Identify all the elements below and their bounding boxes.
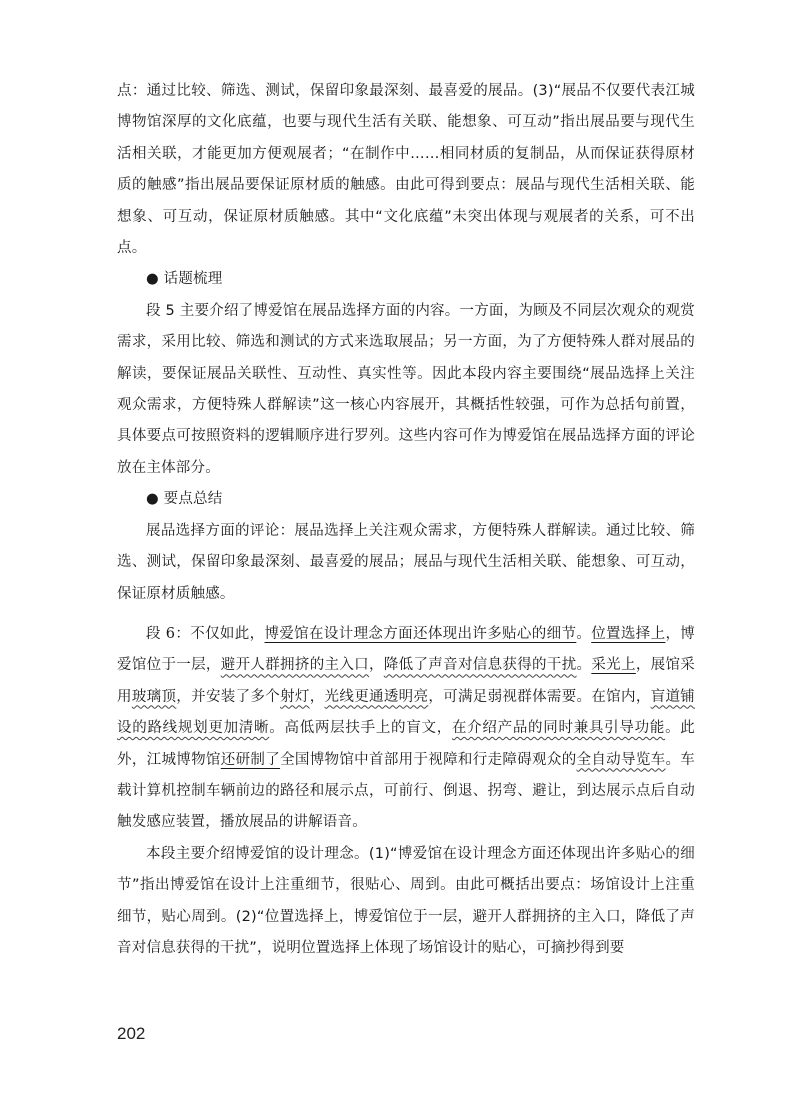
paragraph-topic-sorting: 段 5 主要介绍了博爱馆在展品选择方面的内容。一方面，为顾及不同层次观众的观赏需求，采用比较、筛选和测试的方式来选取展品；另一方面，为了方便特殊人群对展品的解读，要保证展品关联性、互动性、真实性等。因此本段内容主要围绕“展品选择上关注观众需求，方便特殊人群解读”这一核心内容展开，其概括性较强，可作为总括句前置，具体要点可按照资料的逻辑顺序进行罗列。这些内容可作为博爱馆在展品选择方面的评论放在主体部分。 bbox=[117, 302, 695, 476]
paragraph-design-analysis: 本段主要介绍博爱馆的设计理念。(1)“博爱馆在设计理念方面还体现出许多贴心的细节”指出博爱馆在设计上注重细节，很贴心、周到。由此可概括出要点：场馆设计上注重细节，贴心周到。(2)“位置选择上，博爱馆位于一层，避开人群拥挤的主入口，降低了声音对信息获得的干扰”，说明位置选择上体现了场馆设计的贴心，可摘抄得到要 bbox=[117, 845, 695, 956]
wavy-underlined-phrase: 玻璃顶 bbox=[131, 688, 177, 705]
underlined-phrase: 还研制了 bbox=[220, 751, 281, 768]
paragraph-source-excerpt bbox=[117, 619, 695, 839]
underlined-phrase: 博爱馆在设计理念方面还体现出许多贴心的细节 bbox=[264, 625, 577, 642]
excerpt-text: 全国博物馆中首部用于视障和行走障碍观众的 bbox=[280, 751, 577, 768]
wavy-underlined-phrase: 射灯 bbox=[280, 688, 310, 705]
wavy-underlined-phrase: 盲道铺设的路线规划更加清晰 bbox=[117, 688, 696, 737]
underlined-phrase: 采光上 bbox=[591, 657, 636, 674]
excerpt-text: 段 6：不仅如此， bbox=[146, 625, 265, 642]
paragraph-key-points-summary: 展品选择方面的评论：展品选择上关注观众需求，方便特殊人群解读。通过比较、筛选、测试，保留印象最深刻、最喜爱的展品；展品与现代生活相关联、能想象、可互动，保证原材质触感。 bbox=[117, 522, 695, 602]
wavy-underlined-phrase: 光线更通透明亮 bbox=[324, 688, 429, 705]
page-content bbox=[117, 76, 695, 964]
excerpt-text: ，可满足弱视群体需要。在馆内， bbox=[428, 688, 651, 705]
wavy-underlined-phrase: 降低了声音对信息获得的干扰 bbox=[383, 657, 577, 674]
excerpt-text: 。 bbox=[576, 657, 592, 674]
excerpt-text: ，并安装了多个 bbox=[176, 688, 281, 705]
excerpt-text: 。高低两层扶手上的盲文， bbox=[269, 720, 452, 737]
excerpt-text: 。车载计算机控制车辆前边的路径和展示点，可前行、倒退、拐弯、避让，到达展示点后自动触发感应装置，播放展品的讲解语音。 bbox=[117, 751, 695, 831]
wavy-underlined-phrase: 避开人群拥挤的主入口 bbox=[220, 657, 369, 674]
excerpt-text: 。此外，江城博物馆 bbox=[117, 720, 696, 768]
spacer bbox=[117, 610, 695, 619]
wavy-underlined-phrase: 全自动导览车 bbox=[576, 751, 666, 768]
excerpt-text: ，展馆采用 bbox=[117, 657, 695, 705]
underlined-phrase: 位置选择上 bbox=[591, 625, 666, 642]
paragraph-analysis-continued: 点：通过比较、筛选、测试，保留印象最深刻、最喜爱的展品。(3)“展品不仅要代表江城博物馆深厚的文化底蕴，也要与现代生活有关联、能想象、可互动”指出展品要与现代生活相关联，才能更加方便观展者；“在制作中……相同材质的复制品，从而保证获得原材质的触感”指出展品要保证原材质的触感。由此可得到要点：展品与现代生活相关联、能想象、可互动，保证原材质触感。其中“文化底蕴”未突出体现与观展者的关系，可不出点。 bbox=[117, 83, 695, 257]
excerpt-text: ， bbox=[369, 657, 384, 674]
heading-key-points-summary: ● 要点总结 bbox=[146, 491, 223, 508]
excerpt-text: 。 bbox=[576, 625, 592, 642]
wavy-underlined-phrase: 在介绍产品的同时兼具引导功能 bbox=[451, 720, 666, 737]
page-number: 202 bbox=[117, 1024, 146, 1043]
excerpt-text: ， bbox=[309, 688, 325, 705]
excerpt-text: ，博爱馆位于一层， bbox=[117, 625, 696, 674]
heading-topic-sorting: ● 话题梳理 bbox=[146, 271, 223, 288]
